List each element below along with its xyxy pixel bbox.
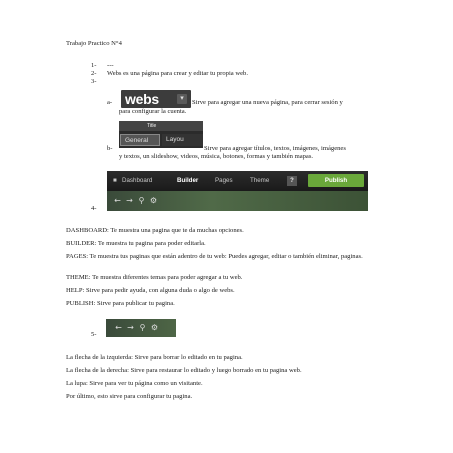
list-item-2: Webs es una página para crear y editar tu propia web. [107, 70, 248, 77]
nav-theme: Theme [250, 177, 270, 184]
list-marker-5: 5- [91, 331, 97, 338]
nav-dashboard: Dashboard [122, 177, 153, 184]
toolbar-top-bar [107, 171, 368, 191]
tab-layout: Layou [162, 134, 203, 146]
list-marker-1: 1- [91, 62, 97, 69]
list-marker-4: 4- [91, 205, 97, 212]
sub-a-text-line2: para configurar la cuenta. [119, 108, 187, 115]
tab-general: General [120, 134, 160, 146]
page-title: Trabajo Practico N°4 [66, 40, 122, 47]
sub-b-marker: b- [107, 145, 113, 152]
search-icon: ⚲ [139, 323, 146, 332]
search-icon: ⚲ [138, 196, 145, 205]
sub-a-marker: a- [107, 99, 113, 106]
webs-logo-word: webs [125, 91, 159, 107]
list-marker-2: 2- [91, 70, 97, 77]
editor-icons-image [106, 319, 176, 337]
chevron-down-icon: ▾ [177, 94, 187, 104]
toolbar-tools-bar [107, 191, 368, 211]
webs-logo-image [121, 90, 191, 108]
sub-b-text-line1: Sirve para agregar títulos, textos, imágenes, imágenes [204, 145, 346, 152]
gear-icon: ⚙ [149, 196, 158, 205]
explanation-settings: Por último, esto sirve para configurar tu pagina. [66, 393, 193, 400]
explanation-right-arrow: La flecha de la derecha: Sirve para restaurar lo editado y luego borrado en tu pagina web. [66, 367, 302, 374]
gear-icon: ⚙ [150, 323, 159, 332]
sub-a-text-line1: Sirve para agregar una nueva página, para cerrar sesión y [192, 99, 343, 106]
definition-help: HELP: Sirve para pedir ayuda, con alguna duda o algo de webs. [66, 287, 235, 294]
nav-pages: Pages [215, 177, 233, 184]
definition-pages: PAGES: Te muestra tus paginas que están adentro de tu web: Puedes agregar, editar o también eliminar, paginas. [66, 253, 363, 260]
help-icon: ? [287, 176, 297, 186]
tabs-image-title: Title [119, 121, 203, 131]
tabs-image [119, 121, 203, 148]
definition-dashboard: DASHBOARD: Te muestra una pagina que te da muchas opciones. [66, 227, 244, 234]
list-marker-3: 3- [91, 78, 97, 85]
explanation-left-arrow: La flecha de la izquierda: Sirve para borrar lo editado en tu pagina. [66, 354, 243, 361]
undo-arrow-icon: ← [114, 196, 121, 205]
definition-publish: PUBLISH: Sirve para publicar tu pagina. [66, 300, 175, 307]
explanation-magnifier: La lupa: Sirve para ver tu página como un visitante. [66, 380, 203, 387]
list-item-1: --- [107, 62, 114, 69]
publish-button: Publish [308, 174, 364, 187]
definition-theme: THEME: Te muestra diferentes temas para poder agregar a tu web. [66, 274, 243, 281]
undo-arrow-icon: ← [115, 323, 122, 332]
nav-builder: Builder [177, 177, 199, 184]
redo-arrow-icon: → [126, 196, 133, 205]
home-icon: ■ [113, 177, 117, 184]
sub-b-text-line2: y textos, un slideshow, videos, música, botones, formas y también mapas. [119, 153, 314, 160]
definition-builder: BUILDER: Te muestra tu pagina para poder editarla. [66, 240, 206, 247]
redo-arrow-icon: → [127, 323, 134, 332]
builder-toolbar-image [107, 171, 368, 211]
